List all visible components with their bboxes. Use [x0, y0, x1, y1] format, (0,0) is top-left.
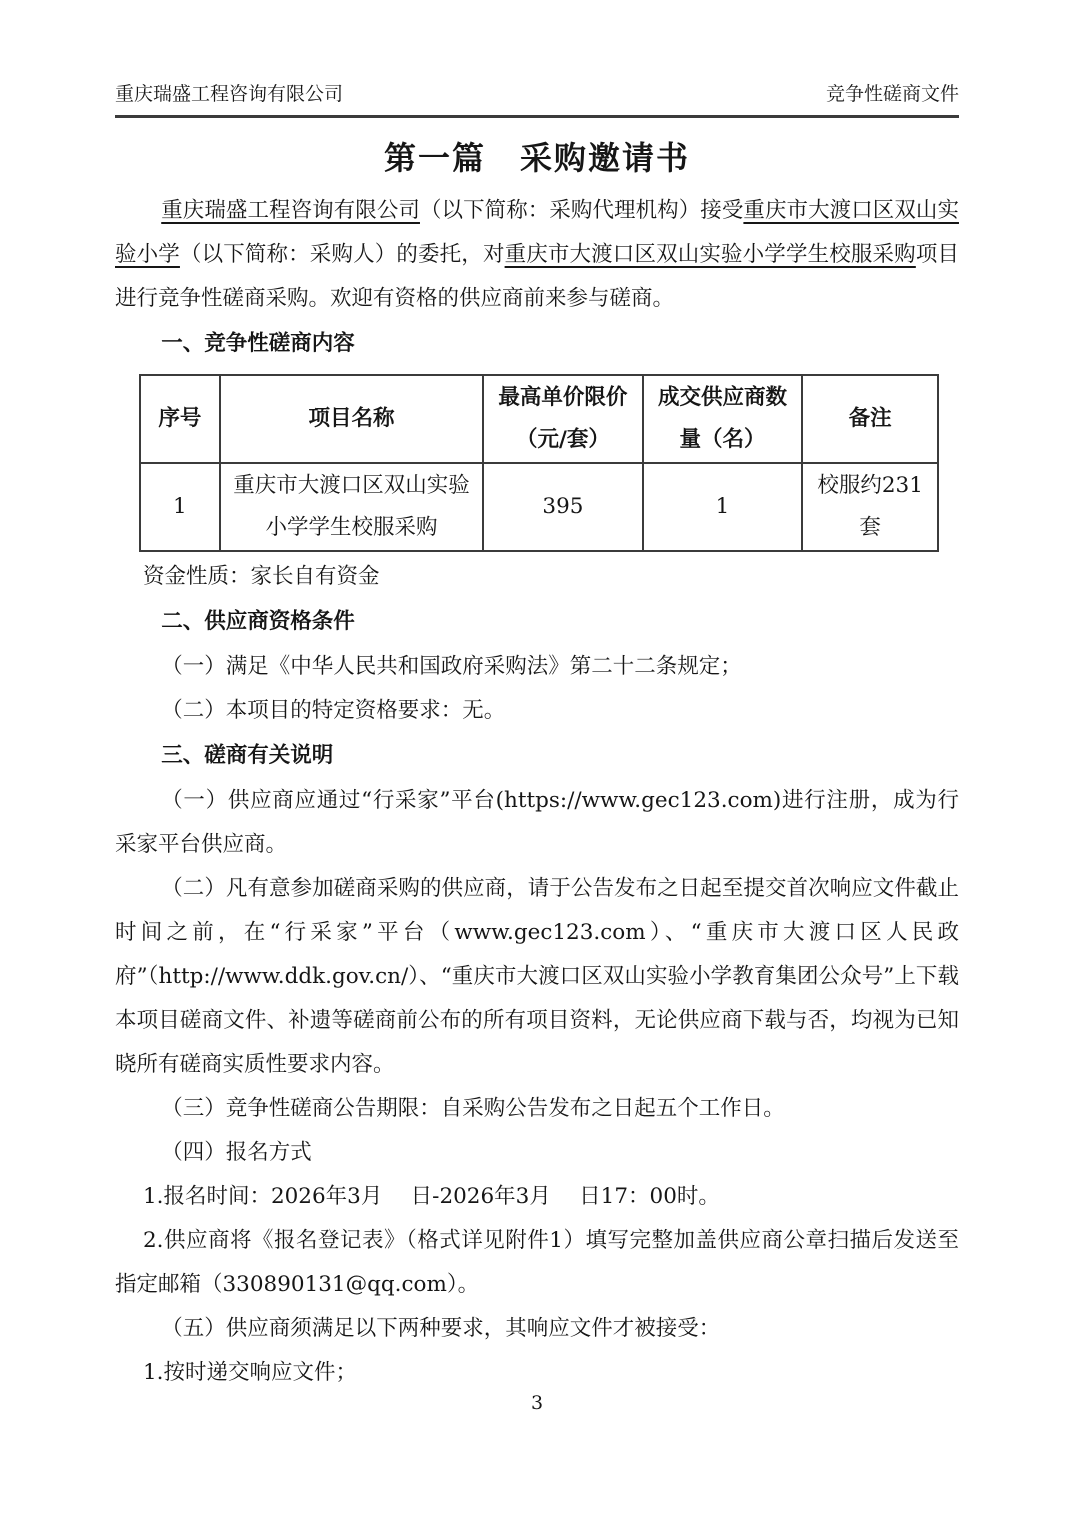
- cell-supplier-count: 1: [643, 463, 803, 551]
- section3-item-2: （二）凡有意参加磋商采购的供应商，请于公告发布之日起至提交首次响应文件截止时间之前，在“行采家”平台（www.gec123.com）、“重庆市大渡口区人民政府”（http://www.ddk.gov.cn/）、“重庆市大渡口区双山实验小学教育集团公众号”上下载本项目磋商文件、补遗等磋商前公布的所有项目资料，无论供应商下载与否，均视为已知晓所有磋商实质性要求内容。: [115, 876, 959, 1077]
- cell-max-unit-price: 395: [483, 463, 643, 551]
- section3-item-4-sub-2: 2.供应商将《报名登记表》（格式详见附件1）填写完整加盖供应商公章扫描后发送至指定邮箱（330890131@qq.com）。: [115, 1228, 959, 1297]
- text-run: 项目进行竞争性磋商采购。欢迎有资格的供应商前来参与磋商。: [115, 242, 959, 311]
- page-number: 3: [530, 1392, 544, 1414]
- header-right-text: 竞争性磋商文件: [825, 83, 959, 105]
- section3-item-3: （三）竞争性磋商公告期限：自采购公告发布之日起五个工作日。: [161, 1096, 785, 1121]
- underlined-text-run: 重庆瑞盛工程咨询有限公司: [161, 198, 420, 223]
- table-row: [140, 463, 938, 551]
- section3-item-5-sub-1: 1.按时递交响应文件；: [142, 1360, 357, 1385]
- funding-note: 资金性质：家长自有资金: [142, 564, 380, 589]
- section1-heading: 一、竞争性磋商内容: [161, 331, 355, 356]
- cell-project-name: 重庆市大渡口区双山实验小学学生校服采购: [220, 463, 483, 551]
- section3-item-4-sub-1: 1.报名时间：2026年3月 日-2026年3月 日17：00时。: [142, 1184, 720, 1209]
- col-header-project-name: 项目名称: [220, 375, 483, 463]
- cell-remark: 校服约231套: [802, 463, 938, 551]
- document-title: 第一篇 采购邀请书: [383, 139, 690, 177]
- page-header: [115, 82, 959, 118]
- col-header-max-unit-price: 最高单价限价（元/套）: [483, 375, 643, 463]
- section2-item-1: （一）满足《中华人民共和国政府采购法》第二十二条规定；: [161, 654, 742, 679]
- col-header-remark: 备注: [802, 375, 938, 463]
- section3-item-4: （四）报名方式: [161, 1140, 312, 1165]
- table-header-row: [140, 375, 938, 463]
- cell-seq: 1: [140, 463, 220, 551]
- text-run: （以下简称：采购代理机构）接受: [419, 198, 744, 223]
- underlined-text-run: 重庆市大渡口区双山实验小学学生校服采购: [504, 242, 916, 267]
- section3-heading: 三、磋商有关说明: [161, 743, 334, 768]
- procurement-table: [139, 374, 939, 552]
- col-header-seq: 序号: [140, 375, 220, 463]
- section3-item-5: （五）供应商须满足以下两种要求，其响应文件才被接受：: [161, 1316, 721, 1341]
- section2-item-2: （二）本项目的特定资格要求：无。: [161, 698, 506, 723]
- section2-heading: 二、供应商资格条件: [161, 609, 355, 634]
- col-header-supplier-count: 成交供应商数量（名）: [643, 375, 803, 463]
- section3-item-1: （一）供应商应通过“行采家”平台(https://www.gec123.com)进行注册，成为行采家平台供应商。: [115, 788, 959, 857]
- underlined-text-run: 重庆市大渡口区双山实验小学: [115, 198, 959, 267]
- text-run: （以下简称：采购人）的委托，对: [179, 242, 505, 267]
- intro-paragraph: [115, 189, 959, 321]
- header-left-text: 重庆瑞盛工程咨询有限公司: [115, 83, 344, 105]
